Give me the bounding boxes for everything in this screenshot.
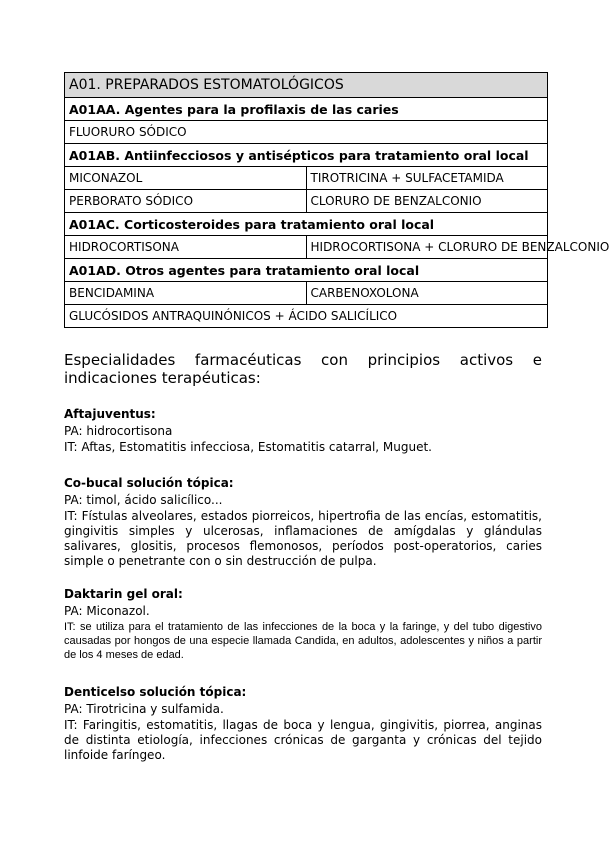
table-section-header-row [65, 259, 548, 282]
drug-entry [64, 685, 542, 763]
table-cell: HIDROCORTISONA + CLORURO DE BENZALCONIO [306, 236, 548, 259]
section-header: A01AD. Otros agentes para tratamiento oral local [65, 259, 548, 282]
drug-name: Co-bucal solución tópica: [64, 476, 234, 490]
table-section-header-row [65, 144, 548, 167]
section-header: A01AA. Agentes para la profilaxis de las caries [65, 98, 548, 121]
drug-entry [64, 407, 542, 455]
table-cell: HIDROCORTISONA [65, 236, 307, 259]
therapeutic-indication: IT: se utiliza para el tratamiento de las infecciones de la boca y la faringe, y del tubo digestivo causadas por hongos de una especie llamada Candida, en adultos, adolescentes y niños a partir de los 4 meses de edad. [64, 621, 542, 661]
drug-name: Denticelso solución tópica: [64, 685, 247, 699]
specialties-heading: Especialidades farmacéuticas con principios activos e indicaciones terapéuticas: [64, 351, 542, 387]
table-row [65, 305, 548, 328]
table-cell: TIROTRICINA + SULFACETAMIDA [306, 167, 548, 190]
active-ingredient: PA: timol, ácido salicílico... [64, 493, 223, 507]
therapeutic-indication: IT: Aftas, Estomatitis infecciosa, Estomatitis catarral, Muguet. [64, 440, 432, 454]
active-ingredient: PA: Miconazol. [64, 604, 150, 618]
active-ingredient: PA: hidrocortisona [64, 424, 173, 438]
table-cell: CLORURO DE BENZALCONIO [306, 190, 548, 213]
section-header: A01AB. Antiinfecciosos y antisépticos para tratamiento oral local [65, 144, 548, 167]
active-ingredient: PA: Tirotricina y sulfamida. [64, 702, 224, 716]
atc-classification-table [64, 72, 609, 328]
table-cell: CARBENOXOLONA [306, 282, 548, 305]
table-cell: PERBORATO SÓDICO [65, 190, 307, 213]
table-row [65, 236, 548, 259]
drug-name: Aftajuventus: [64, 407, 156, 421]
drug-name: Daktarin gel oral: [64, 587, 183, 601]
table-section-header-row [65, 98, 548, 121]
section-header: A01AC. Corticosteroides para tratamiento oral local [65, 213, 548, 236]
table-cell: GLUCÓSIDOS ANTRAQUINÓNICOS + ÁCIDO SALICÍLICO [65, 305, 548, 328]
table-row [65, 282, 548, 305]
table-cell: MICONAZOL [65, 167, 307, 190]
table-group-header-row [65, 73, 548, 98]
drug-entry [64, 476, 542, 569]
table-row [65, 121, 548, 144]
table-cell: FLUORURO SÓDICO [65, 121, 548, 144]
table-cell: BENCIDAMINA [65, 282, 307, 305]
table-section-header-row [65, 213, 548, 236]
therapeutic-indication: IT: Faringitis, estomatitis, llagas de boca y lengua, gingivitis, piorrea, anginas de distinta etiología, infecciones crónicas de garganta y crónicas del tejido linfoide faríngeo. [64, 718, 542, 762]
group-title: A01. PREPARADOS ESTOMATOLÓGICOS [65, 73, 548, 98]
drug-entry [64, 587, 542, 662]
table-row [65, 190, 548, 213]
therapeutic-indication: IT: Fístulas alveolares, estados piorreicos, hipertrofia de las encías, estomatitis, gingivitis simples y ulcerosas, inflamaciones de amígdalas y glándulas salivares, glositis, procesos flemonosos, períodos post-operatorios, caries simple o penetrante con o sin destrucción de pulpa. [64, 509, 542, 568]
table-row [65, 167, 548, 190]
